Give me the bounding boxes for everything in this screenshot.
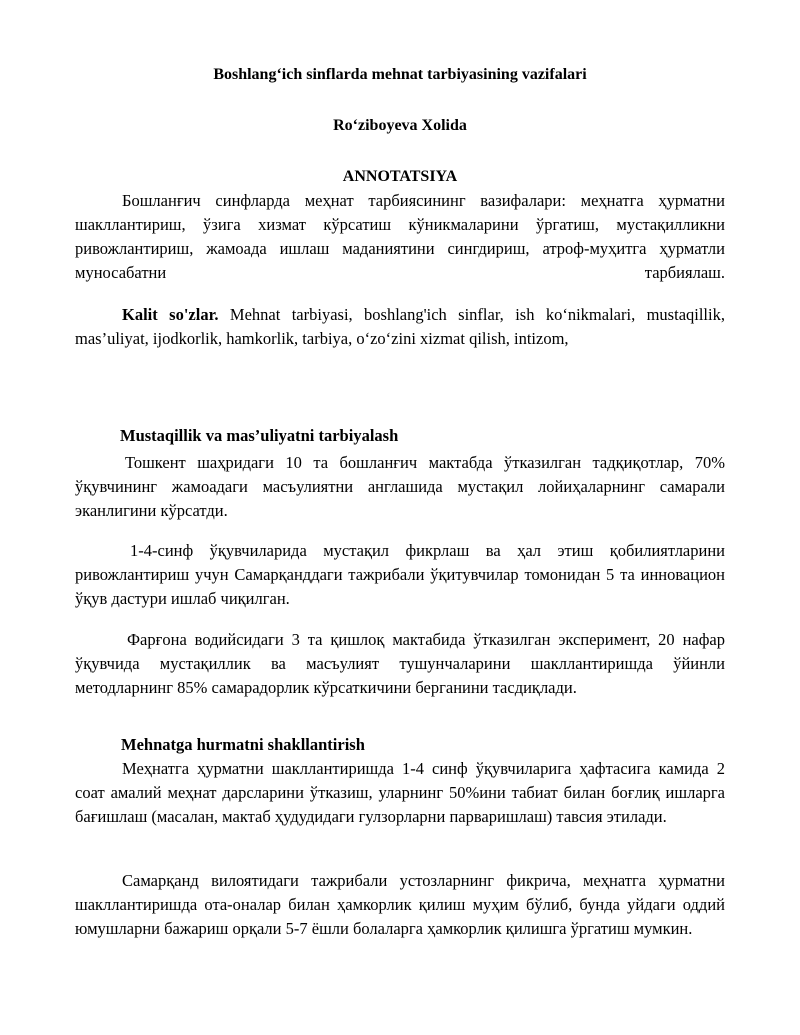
section-heading-independence: Mustaqillik va mas’uliyatni tarbiyalash	[120, 426, 399, 445]
document-title: Boshlang‘ich sinflarda mehnat tarbiyasining vazifalari	[213, 66, 587, 83]
section-1-paragraph-3: Фарғона водийсидаги 3 та қишлоқ мактабида ўтказилган эксперимент, 20 нафар ўқувчида мустақиллик ва масъулият тушунчаларини шакллантиришда ўйинли методларнинг 85% самарадорлик кўрсаткичини берганини тасдиқлади.	[75, 630, 725, 697]
keywords-text: Mehnat tarbiyasi, boshlang'ich sinflar, ish ko‘nikmalari, mustaqillik, mas’uliyat, ijodkorlik, hamkorlik, tarbiya, o‘zo‘zini xizmat qilish, intizom,	[75, 305, 725, 348]
annotation-heading: ANNOTATSIYA	[342, 168, 458, 185]
keywords-paragraph	[75, 303, 725, 351]
annotation-paragraph: Бошланғич синфларда меҳнат тарбиясининг вазифалари: меҳнатга ҳурматни шакллантириш, ўзига хизмат кўрсатиш кўникмаларини ўргатиш, мустақилликни ривожлантириш, жамоада ишлаш маданиятини сингдириш, атроф-муҳитга ҳурматли муносабатни тарбиялаш.	[75, 191, 725, 282]
keywords-label: Kalit so'zlar.	[122, 305, 219, 324]
section-2-paragraph-1: Меҳнатга ҳурматни шакллантиришда 1-4 синф ўқувчиларига ҳафтасига камида 2 соат амалий меҳнат дарсларини ўтказиш, уларнинг 50%ини табиат билан боғлиқ ишларга бағишлаш (масалан, мактаб ҳудудидаги гулзорларни парваришлаш) тавсия этилади.	[75, 759, 725, 826]
section-2-paragraph-2: Самарқанд вилоятидаги тажрибали устозларнинг фикрича, меҳнатга ҳурматни шакллантиришда ота-оналар билан ҳамкорлик қилиш муҳим бўлиб, бунда уйдаги оддий юмушларни бажариш орқали 5-7 ёшли болаларга ҳамкорлик қилишга ўргатиш мумкин.	[75, 871, 725, 938]
section-1-paragraph-2: 1-4-синф ўқувчиларида мустақил фикрлаш ва ҳал этиш қобилиятларини ривожлантириш учун Самарқанддаги тажрибали ўқитувчилар томонидан 5 та инновацион ўқув дастури ишлаб чиқилган.	[75, 541, 725, 608]
author-name: Ro‘ziboyeva Xolida	[333, 117, 467, 134]
section-1-paragraph-1: Тошкент шаҳридаги 10 та бошланғич мактабда ўтказилган тадқиқотлар, 70% ўқувчининг жамоадаги масъулиятни англашида мустақил лойиҳаларнинг самарали эканлигини кўрсатди.	[75, 453, 725, 520]
section-heading-respect-for-labor: Mehnatga hurmatni shakllantirish	[121, 735, 365, 754]
